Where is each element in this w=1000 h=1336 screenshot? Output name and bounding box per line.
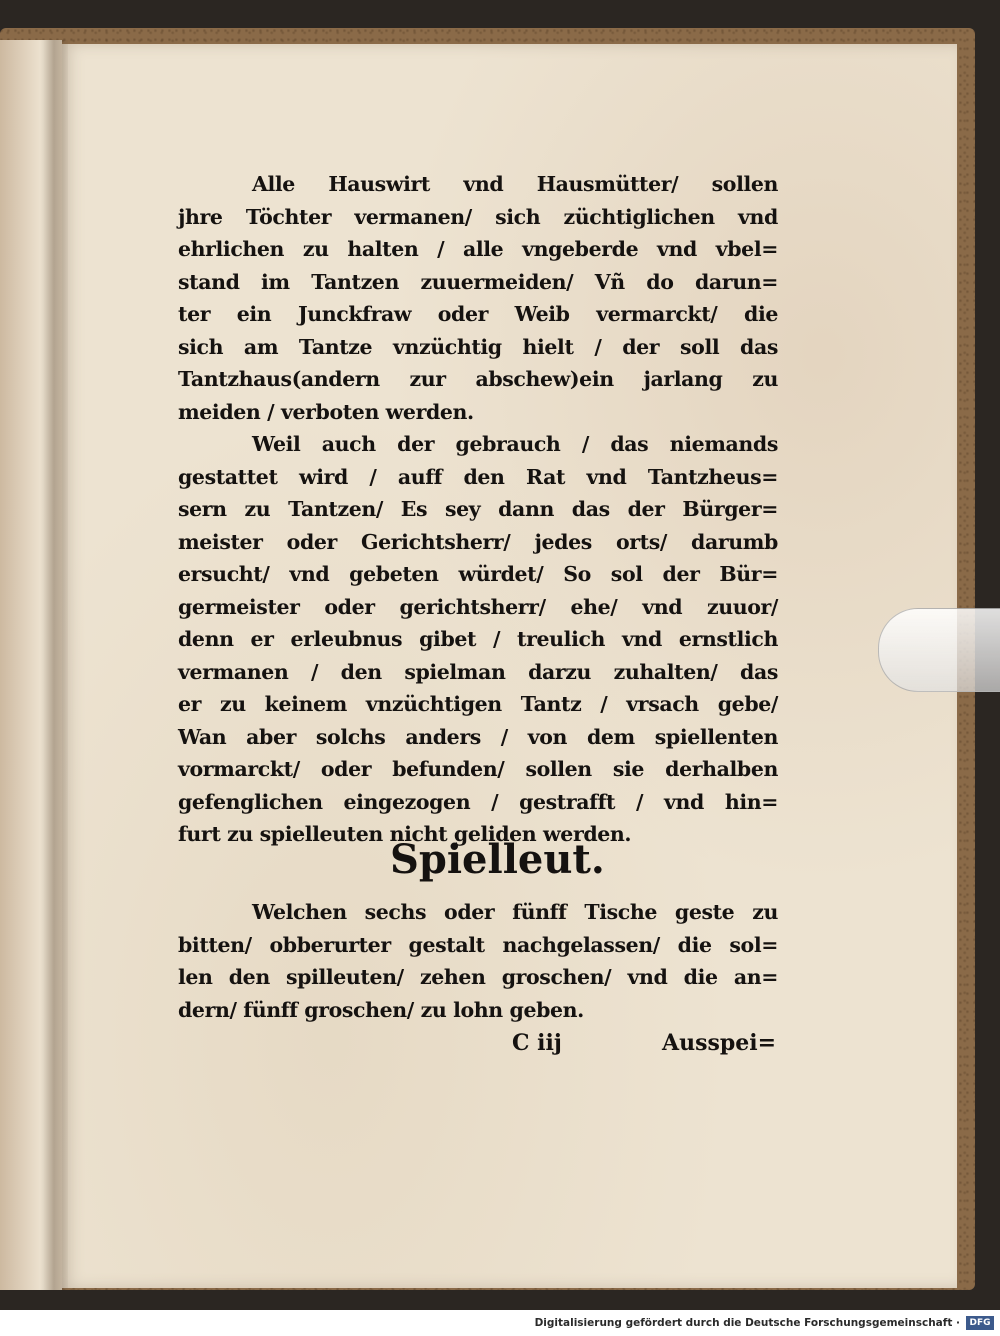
text-line: denn er erleubnus gibet / treulich vnd ernstlich [178, 627, 778, 651]
text-line: Alle Hauswirt vnd Hausmütter/ sollen [252, 172, 778, 196]
text-line: er zu keinem vnzüchtigen Tantz / vrsach gebe/ [178, 692, 778, 716]
paragraph-3 [178, 896, 778, 1026]
text-line: bitten/ obberurter gestalt nachgelassen/ die sol= [178, 932, 778, 957]
book-gutter [40, 40, 68, 1290]
text-line: Weil auch der gebrauch / das niemands [252, 432, 778, 456]
text-line: Tantzhaus(andern zur abschew)ein jarlang zu [178, 367, 778, 391]
signature-mark: C iij [512, 1030, 562, 1056]
text-line: ersucht/ vnd gebeten würdet/ So sol der Bür= [178, 562, 778, 586]
funding-credit: Digitalisierung gefördert durch die Deutsche Forschungsgemeinschaft · [534, 1317, 960, 1329]
text-line: furt zu spielleuten nicht geliden werden. [178, 822, 632, 846]
text-line: Welchen sechs oder fünff Tische geste zu [252, 900, 778, 924]
paragraph-2 [178, 428, 778, 851]
text-line: stand im Tantzen zuuermeiden/ Vñ do darun= [178, 269, 778, 294]
text-line: gefenglichen eingezogen / gestrafft / vnd hin= [178, 789, 778, 814]
footer-bar [0, 1310, 1000, 1336]
text-line: sich am Tantze vnzüchtig hielt / der soll das [178, 334, 778, 359]
text-line: sern zu Tantzen/ Es sey dann das der Bürger= [178, 497, 778, 521]
text-line: jhre Töchter vermanen/ sich züchtiglichen vnd [178, 204, 778, 229]
text-line: meiden / verboten werden. [178, 399, 474, 424]
text-line: vormarckt/ oder befunden/ sollen sie derhalben [178, 757, 778, 781]
dfg-logo: DFG [966, 1316, 994, 1330]
text-line: dern/ fünff groschen/ zu lohn geben. [178, 997, 584, 1022]
text-line: gestattet wird / auff den Rat vnd Tantzheus= [178, 464, 778, 489]
text-line: Wan aber solchs anders / von dem spiellenten [178, 724, 778, 749]
text-line: vermanen / den spielman darzu zuhalten/ das [178, 659, 778, 684]
text-line: germeister oder gerichtsherr/ ehe/ vnd zuuor/ [178, 594, 778, 619]
page-clip [878, 608, 1000, 692]
paragraph-1 [178, 168, 778, 428]
text-line: len den spilleuten/ zehen groschen/ vnd die an= [178, 965, 778, 989]
text-line: ehrlichen zu halten / alle vngeberde vnd vbel= [178, 237, 778, 261]
text-line: meister oder Gerichtsherr/ jedes orts/ darumb [178, 529, 778, 554]
section-heading: Spielleut. [390, 836, 605, 883]
text-line: ter ein Junckfraw oder Weib vermarckt/ die [178, 302, 778, 326]
catchword: Ausspei= [662, 1030, 777, 1056]
